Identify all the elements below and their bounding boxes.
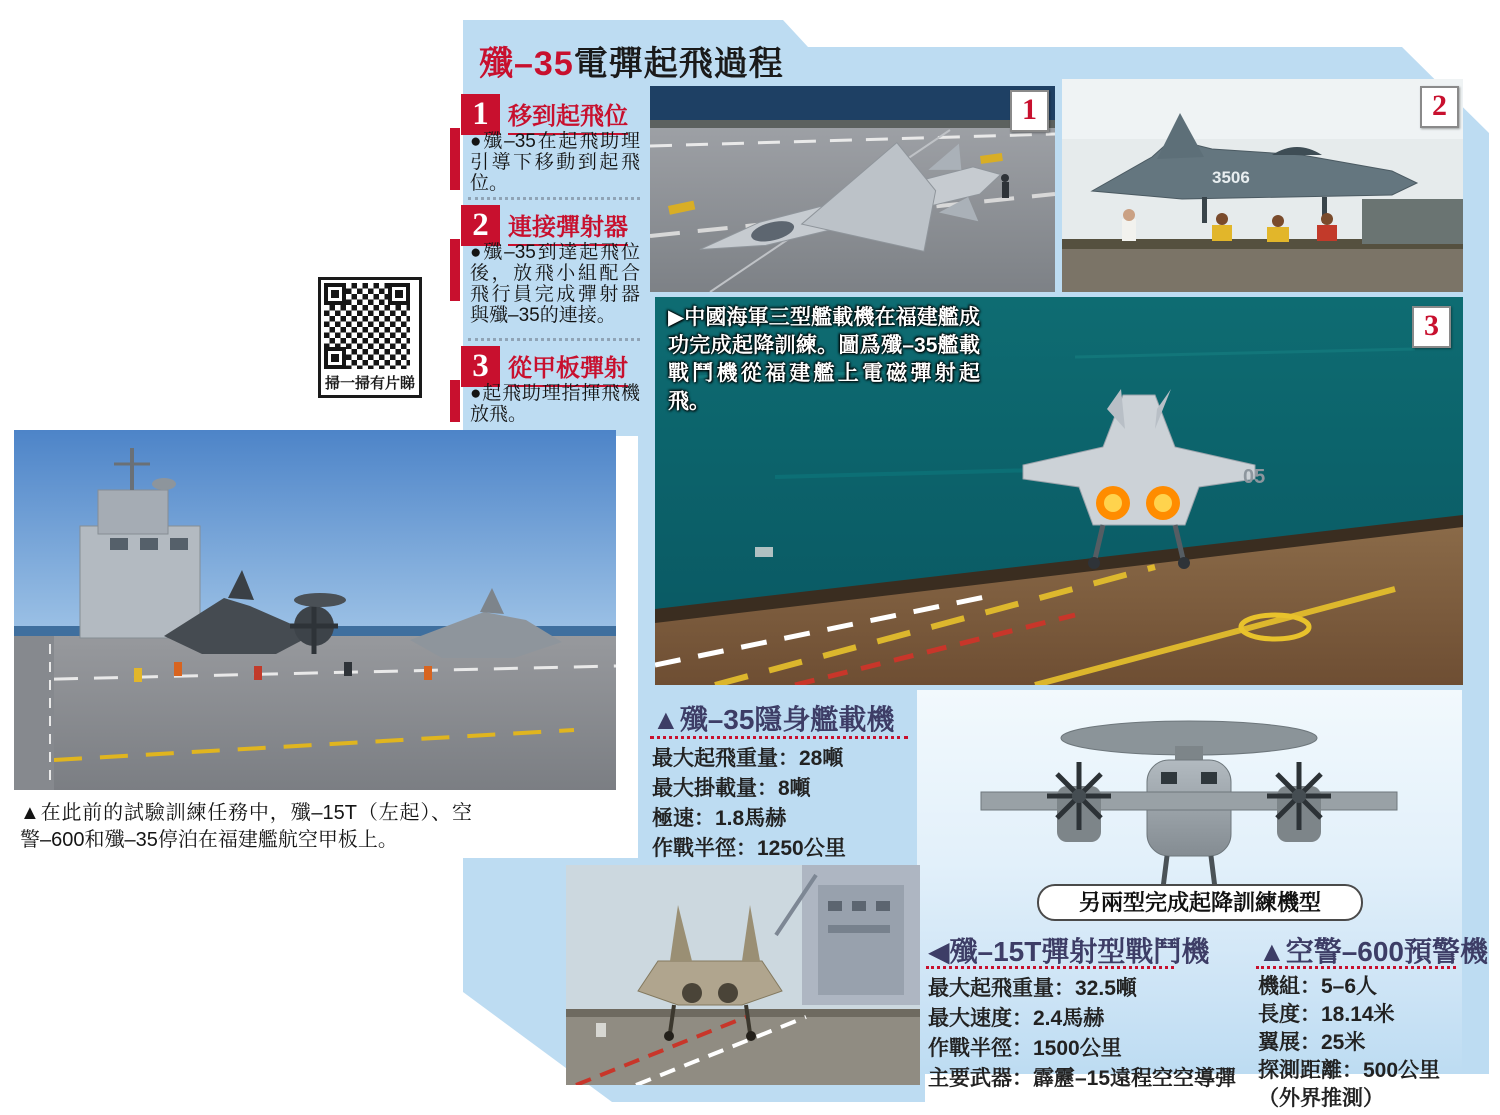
- photo-carrier-deck: [14, 430, 616, 790]
- kj600-spec-note: （外界推測）: [1258, 1087, 1384, 1110]
- step-2-accent-bar: [450, 239, 460, 301]
- photo-j15t-landing: [566, 865, 920, 1085]
- step-2-number: 2: [461, 205, 500, 246]
- step-3-number: 3: [461, 346, 500, 387]
- qr-finder-icon: [324, 283, 346, 305]
- j35-spec-heading: ▲殲–35隱身艦載機: [652, 704, 895, 735]
- carrier-deck-illustration: [14, 430, 616, 790]
- step-3-body: ●起飛助理指揮飛機放飛。: [470, 383, 640, 425]
- page-title-red: 殲–35: [479, 45, 574, 83]
- aew-aircraft-silhouette: [981, 721, 1397, 899]
- jet-number-text: 05: [1243, 466, 1266, 488]
- page-title: [479, 36, 784, 85]
- kj600-spec-heading: ▲空警–600預警機: [1258, 936, 1489, 967]
- qr-finder-icon: [388, 283, 410, 305]
- j15t-spec-row: 最大速度：2.4馬赫: [928, 1007, 1105, 1030]
- step-1-heading: 移到起飛位: [508, 96, 628, 135]
- photo-3-caption: ▶中國海軍三型艦載機在福建艦成功完成起降訓練。圖爲殲–35艦載戰鬥機從福建艦上電磁彈射起飛。: [668, 306, 980, 413]
- j35-spec-row: 作戰半徑：1250公里: [652, 837, 846, 860]
- step-separator-2: [468, 338, 640, 341]
- page-title-rest: 電彈起飛過程: [573, 45, 784, 83]
- qr-finder-icon: [324, 347, 346, 369]
- step-separator-1: [468, 197, 640, 200]
- photo-2-badge: 2: [1420, 86, 1459, 128]
- j15t-spec-row: 最大起飛重量：32.5噸: [928, 977, 1137, 1000]
- j15t-spec-divider: [926, 966, 1174, 969]
- kj600-spec-divider: [1256, 966, 1456, 969]
- kj600-spec-row: 機組：5–6人: [1258, 975, 1378, 998]
- photo-1-badge: 1: [1010, 90, 1049, 132]
- j15t-spec-row: 主要武器：霹靂–15遠程空空導彈: [928, 1067, 1237, 1090]
- j15t-spec-heading: ◀殲–15T彈射型戰鬥機: [928, 936, 1210, 967]
- photo-1-illustration: [650, 86, 1055, 292]
- j35-spec-divider: [650, 736, 908, 739]
- step-1-body: ●殲–35在起飛助理引導下移動到起飛位。: [470, 131, 640, 194]
- kj600-spec-row: 探測距離：500公里: [1258, 1059, 1441, 1082]
- step-2-body: ●殲–35到達起飛位後，放飛小組配合飛行員完成彈射器與殲–35的連接。: [470, 242, 640, 326]
- pill-label: 另兩型完成起降訓練機型: [1037, 884, 1363, 921]
- photo-1-j35-taxi: [650, 86, 1055, 292]
- j35-spec-row: 最大起飛重量：28噸: [652, 747, 844, 770]
- qr-code-image: [324, 283, 410, 369]
- photo-3-badge: 3: [1412, 306, 1451, 348]
- photo-2-illustration: [1062, 79, 1463, 292]
- step-3-heading: 從甲板彈射: [508, 348, 628, 387]
- step-3-accent-bar: [450, 380, 460, 422]
- j15t-spec-row: 作戰半徑：1500公里: [928, 1037, 1122, 1060]
- photo-2-j35-crew: [1062, 79, 1463, 292]
- step-1-accent-bar: [450, 128, 460, 190]
- step-1-number: 1: [461, 94, 500, 135]
- left-photo-caption: ▲在此前的試驗訓練任務中，殲–15T（左起）、空警–600和殲–35停泊在福建艦航空甲板上。: [20, 802, 472, 851]
- j35-spec-row: 極速：1.8馬赫: [652, 807, 787, 830]
- jet-number-text: 3506: [1212, 168, 1250, 187]
- j35-spec-row: 最大掛載量：8噸: [652, 777, 811, 800]
- step-2-heading: 連接彈射器: [508, 207, 628, 246]
- qr-caption: 掃一掃有片睇: [324, 375, 415, 392]
- kj600-spec-row: 長度：18.14米: [1258, 1003, 1395, 1026]
- j15t-illustration: [566, 865, 920, 1085]
- qr-code-block: [318, 277, 422, 398]
- kj600-spec-row: 翼展：25米: [1258, 1031, 1366, 1054]
